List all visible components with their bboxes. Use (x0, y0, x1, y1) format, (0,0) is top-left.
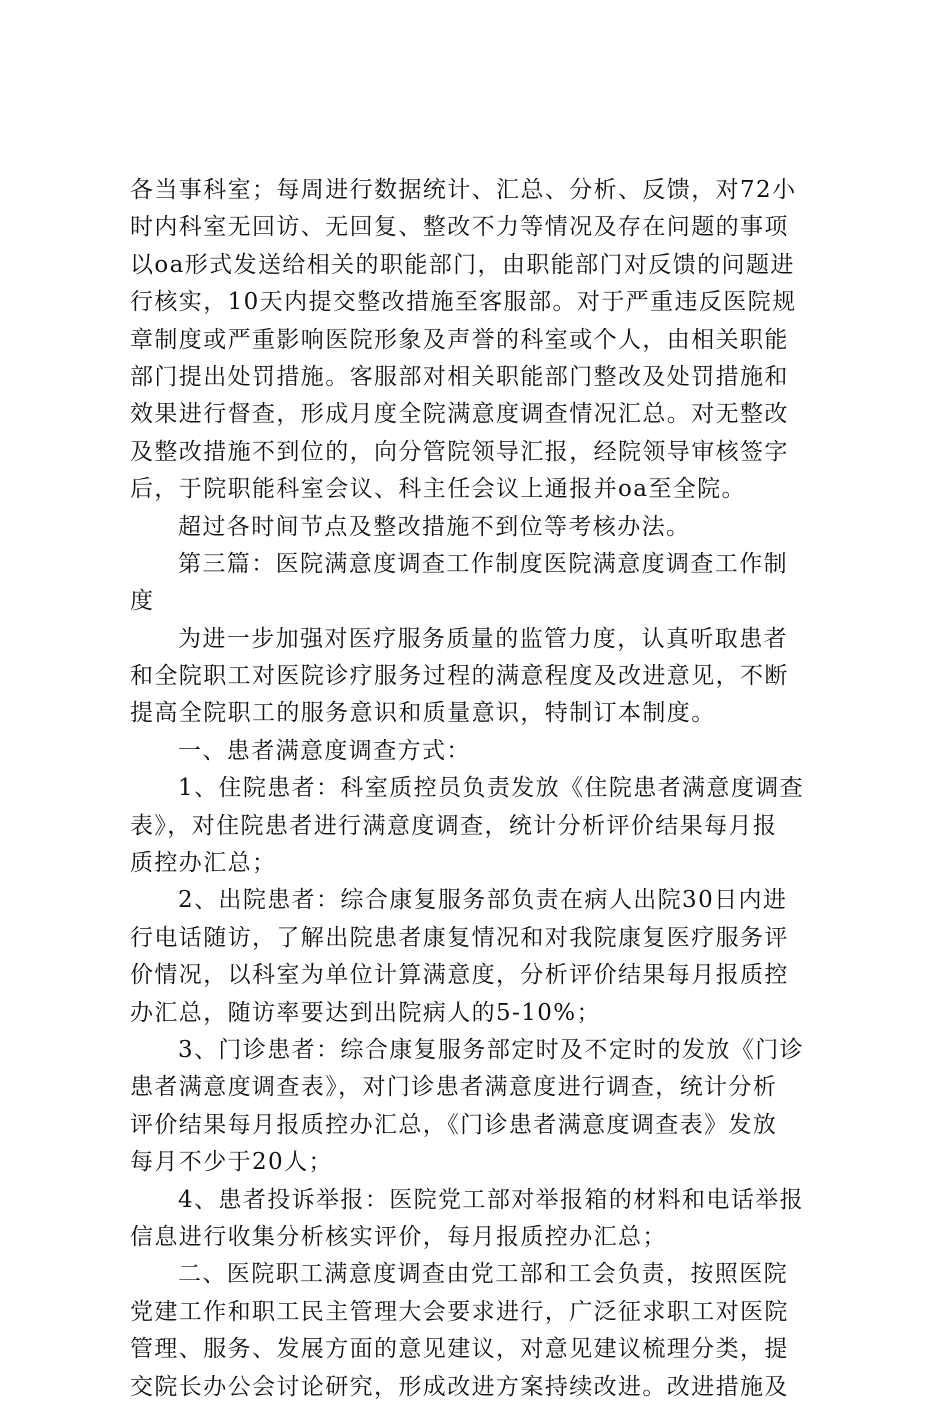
text-line: 评价结果每月报质控办汇总，《门诊患者满意度调查表》发放 (130, 1111, 778, 1138)
text-line: 第三篇：医院满意度调查工作制度医院满意度调查工作制 (178, 550, 788, 577)
text-line: 办汇总，随访率要达到出院病人的5-10%； (130, 999, 601, 1026)
text-line: 各当事科室；每周进行数据统计、汇总、分析、反馈，对72小 (130, 177, 797, 203)
text-line: 4、患者投诉举报：医院党工部对举报箱的材料和电话举报 (178, 1186, 805, 1213)
text-line: 质控办汇总； (130, 850, 277, 877)
text-line: 时内科室无回访、无回复、整改不力等情况及存在问题的事项 (130, 214, 789, 241)
text-line: 二、医院职工满意度调查由党工部和工会负责，按照医院 (178, 1261, 788, 1288)
text-line: 交院长办公会讨论研究，形成改进方案持续改进。改进措施及 (130, 1373, 789, 1400)
text-line: 部门提出处罚措施。客服部对相关职能部门整改及处罚措施和 (130, 363, 789, 390)
text-line: 患者满意度调查表》，对门诊患者满意度进行调查，统计分析 (130, 1074, 778, 1101)
text-line: 章制度或严重影响医院形象及声誉的科室或个人，由相关职能 (130, 326, 789, 353)
text-line: 行核实，10天内提交整改措施至客服部。对于严重违反医院规 (130, 289, 797, 316)
text-line: 和全院职工对医院诊疗服务过程的满意程度及改进意见，不断 (130, 663, 789, 690)
text-line: 每月不少于20人； (130, 1149, 333, 1176)
text-line: 一、患者满意度调查方式： (178, 737, 471, 764)
text-line: 度 (130, 588, 155, 615)
text-line: 管理、服务、发展方面的意见建议，对意见建议梳理分类，提 (130, 1336, 789, 1363)
text-line: 表》，对住院患者进行满意度调查，统计分析评价结果每月报 (130, 812, 778, 839)
text-line: 及整改措施不到位的，向分管院领导汇报，经院领导审核签字 (130, 438, 789, 465)
text-line: 1、住院患者：科室质控员负责发放《住院患者满意度调查 (178, 775, 805, 802)
text-line: 信息进行收集分析核实评价，每月报质控办汇总； (130, 1223, 667, 1250)
text-line: 以oa形式发送给相关的职能部门，由职能部门对反馈的问题进 (130, 251, 795, 278)
text-line: 3、门诊患者：综合康复服务部定时及不定时的发放《门诊 (178, 1036, 805, 1063)
text-line: 效果进行督查，形成月度全院满意度调查情况汇总。对无整改 (130, 401, 789, 428)
text-line: 党建工作和职工民主管理大会要求进行，广泛征求职工对医院 (130, 1298, 789, 1325)
text-line: 价情况，以科室为单位计算满意度，分析评价结果每月报质控 (130, 962, 789, 989)
text-line: 超过各时间节点及整改措施不到位等考核办法。 (178, 513, 691, 540)
document-body (130, 172, 830, 1406)
text-line: 行电话随访，了解出院患者康复情况和对我院康复医疗服务评 (130, 924, 789, 951)
text-line: 2、出院患者：综合康复服务部负责在病人出院30日内进 (178, 887, 788, 914)
text-line: 为进一步加强对医疗服务质量的监管力度，认真听取患者 (178, 625, 788, 652)
text-line: 后，于院职能科室会议、科主任会议上通报并oa至全院。 (130, 476, 746, 503)
text-line: 提高全院职工的服务意识和质量意识，特制订本制度。 (130, 700, 716, 727)
